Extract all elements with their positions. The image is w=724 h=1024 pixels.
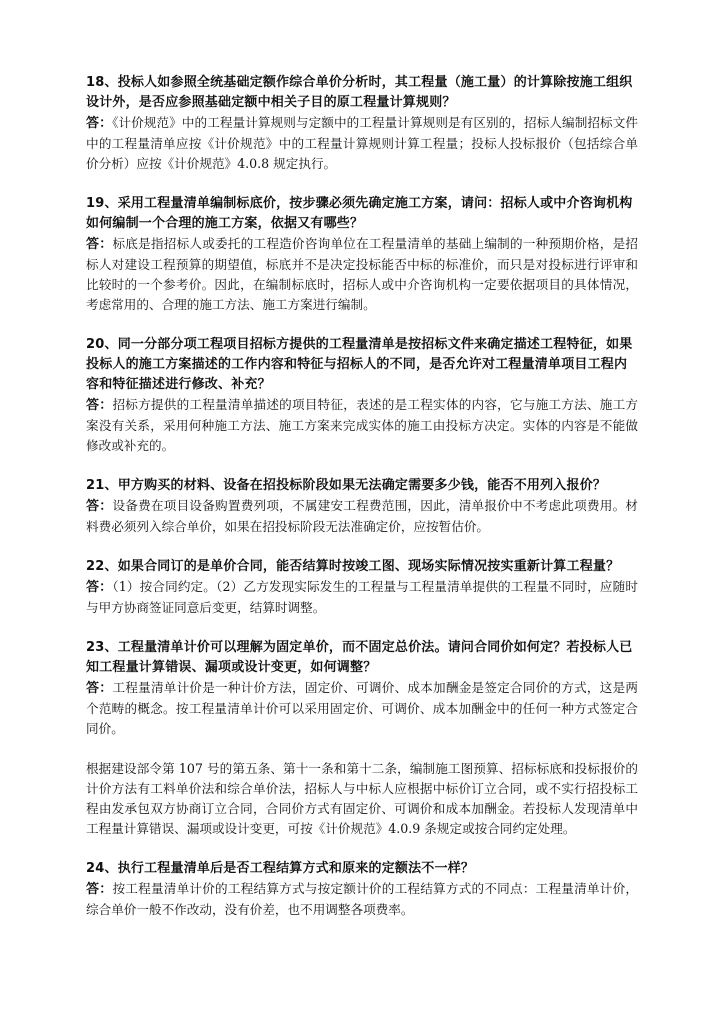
qa-item-21 [86,476,638,537]
qa-item-18 [86,73,638,174]
answer-text: （1）按合同约定。（2）乙方发现实际发生的工程量与工程量清单提供的工程量不同时，应随时与甲方协商签证同意后变更，结算时调整。 [86,579,638,615]
question-23: 23、工程量清单计价可以理解为固定单价，而不固定总价法。请问合同价如何定？若投标人已知工程量计算错误、漏项或设计变更，如何调整？ [86,640,633,675]
question-24: 24、执行工程量清单后是否工程结算方式和原来的定额法不一样？ [86,861,475,876]
question-22: 22、如果合同订的是单价合同，能否结算时按竣工图、现场实际情况按实重新计算工程量？ [86,559,620,574]
answer-20 [86,395,638,456]
answer-label: 答： [86,237,113,252]
answer-22 [86,577,638,618]
answer-24 [86,879,638,920]
question-19: 19、采用工程量清单编制标底价，按步骤必须先确定施工方案，请问：招标人或中介咨询机构如何编制一个合理的施工方案，依据又有哪些？ [86,196,633,231]
answer-19 [86,234,638,315]
question-20: 20、同一分部分项工程项目招标方提供的工程量清单是按招标文件来确定描述工程特征，如果投标人的施工方案描述的工作内容和特征与招标人的不同，是否允许对工程量清单项目工程内容和特征描述进行修改、补充？ [86,337,633,392]
answer-label: 答： [86,681,113,696]
answer-text: 《计价规范》中的工程量计算规则与定额中的工程量计算规则是有区别的，招标人编制招标文件中的工程量清单应按《计价规范》中的工程量计算规则计算工程量；投标人投标报价（包括综合单价分析）应按《计价规范》4.0.8 规定执行。 [86,115,638,171]
answer-21 [86,496,638,537]
question-21: 21、甲方购买的材料、设备在招投标阶段如果无法确定需要多少钱，能否不用列入报价？ [86,478,607,493]
qa-item-20 [86,335,638,456]
answer-text: 工程量清单计价是一种计价方法，固定价、可调价、成本加酬金是签定合同价的方式，这是两个范畴的概念。按工程量清单计价可以采用固定价、可调价、成本加酬金中的任何一种方式签定合同价。 [86,680,638,736]
qa-item-22 [86,557,638,618]
answer-text: 按工程量清单计价的工程结算方式与按定额计价的工程结算方式的不同点：工程量清单计价，综合单价一般不作改动，没有价差，也不用调整各项费率。 [86,881,638,917]
answer-label: 答： [86,580,113,595]
answer-text: 设备费在项目设备购置费列项，不属建安工程费范围，因此，清单报价中不考虑此项费用。材料费必须列入综合单价，如果在招投标阶段无法准确定价，应按暂估价。 [86,498,638,534]
body-paragraph: 根据建设部令第 107 号的第五条、第十一条和第十二条，编制施工图预算、招标标底和投标报价的计价方法有工料单价法和综合单价法，招标人与中标人应根据中标价订立合同，或不实行招投标工程由发承包双方协商订立合同，合同价方式有固定价、可调价和成本加酬金。若投标人发现清单中工程量计算错误、漏项或设计变更，可按《计价规范》4.0.9 条规定或按合同约定处理。 [86,761,638,836]
answer-label: 答： [86,398,113,413]
answer-label: 答： [86,499,113,514]
answer-18 [86,113,638,174]
qa-item-19 [86,194,638,315]
answer-text: 招标方提供的工程量清单描述的项目特征，表述的是工程实体的内容，它与施工方法、施工方案没有关系，采用何种施工方法、施工方案来完成实体的施工由投标方决定。实体的内容是不能做修改或补充的。 [86,397,638,453]
answer-23 [86,678,638,739]
answer-label: 答： [86,116,113,131]
question-18: 18、投标人如参照全统基础定额作综合单价分析时，其工程量（施工量）的计算除按施工组织设计外，是否应参照基础定额中相关子目的原工程量计算规则？ [86,75,633,110]
qa-item-23 [86,638,638,739]
answer-label: 答： [86,882,113,897]
qa-item-24 [86,859,638,920]
answer-text: 标底是指招标人或委托的工程造价咨询单位在工程量清单的基础上编制的一种预期价格，是招标人对建设工程预算的期望值，标底并不是决定投标能否中标的标准价，而只是对投标进行评审和比较时的一个参考价。因此，在编制标底时，招标人或中介咨询机构一定要依据项目的具体情况，考虑常用的、合理的施工方法、施工方案进行编制。 [86,236,638,312]
